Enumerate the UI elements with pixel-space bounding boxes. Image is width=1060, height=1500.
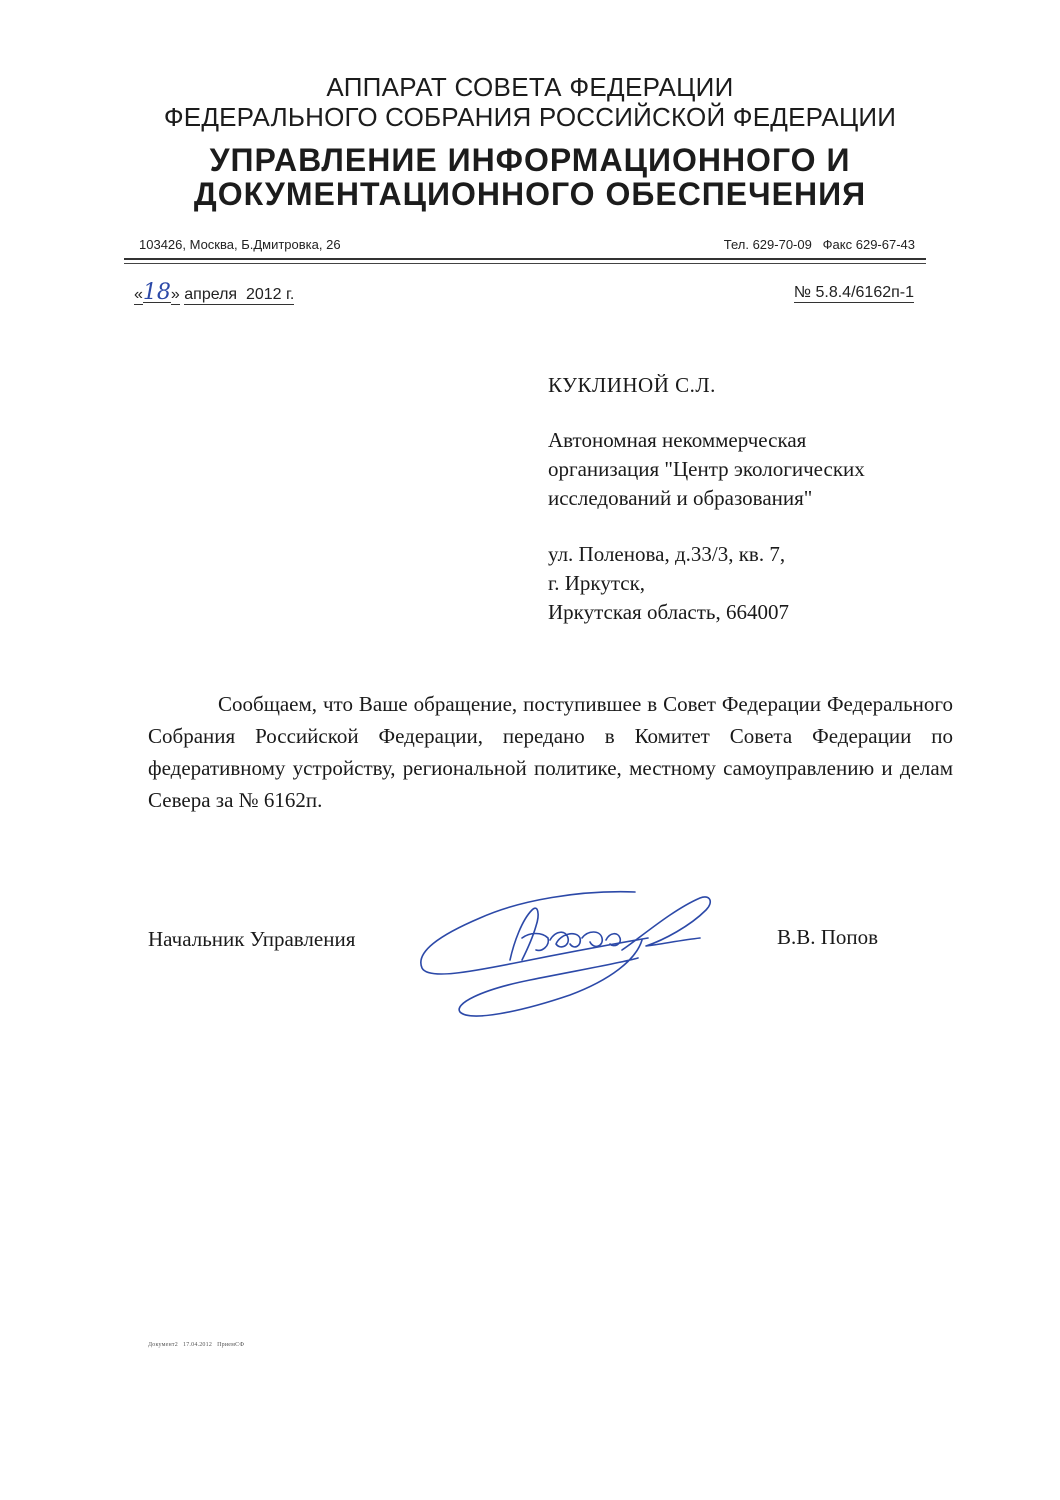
document-footer-note: Документ2 17.04.2012 ПриемСФ [148, 1342, 245, 1348]
addressee-org-line: организация "Центр экологических [548, 457, 865, 481]
letter-body-paragraph: Сообщаем, что Ваше обращение, поступившее в Совет Федерации Федерального Собрания Российской Федерации, передано в Комитет Совета Федерации по федеративному устройству, региональной политике, местному самоуправлению и делам Севера за № 6162п. [148, 692, 953, 812]
letter-date [134, 280, 295, 305]
department-name-line1: УПРАВЛЕНИЕ ИНФОРМАЦИОННОГО И [209, 142, 851, 178]
org-name-line2: ФЕДЕРАЛЬНОГО СОБРАНИЯ РОССИЙСКОЙ ФЕДЕРАЦИИ [163, 102, 897, 132]
addressee-org-line: исследований и образования" [548, 486, 813, 510]
addressee-organization [548, 426, 865, 513]
addressee-postal-line: ул. Поленова, д.33/3, кв. 7, [548, 542, 786, 566]
department-name-line2: ДОКУМЕНТАЦИОННОГО ОБЕСПЕЧЕНИЯ [193, 176, 867, 212]
sender-phone-fax: Тел. 629-70-09 Факс 629-67-43 [723, 237, 915, 252]
date-open-quote: « [134, 286, 143, 303]
handwritten-signature [410, 880, 720, 1030]
signatory-name: В.В. Попов [777, 925, 879, 949]
date-day-handwritten: 18 [142, 280, 171, 305]
org-name-line1: АППАРАТ СОВЕТА ФЕДЕРАЦИИ [326, 72, 734, 102]
addressee-postal-address [548, 540, 789, 627]
date-month-year: апреля 2012 г. [184, 286, 295, 303]
addressee-postal-line: Иркутская область, 664007 [548, 600, 789, 624]
letterhead-rule-thin [124, 263, 926, 264]
letterhead-rule-thick [124, 258, 926, 260]
sender-address: 103426, Москва, Б.Дмитровка, 26 [139, 237, 341, 252]
addressee-name: КУКЛИНОЙ С.Л. [548, 373, 716, 397]
addressee-org-line: Автономная некоммерческая [548, 428, 807, 452]
reference-number: № 5.8.4/6162п-1 [793, 284, 914, 301]
date-close-quote: » [170, 286, 180, 303]
signatory-title: Начальник Управления [148, 927, 356, 951]
addressee-postal-line: г. Иркутск, [548, 571, 646, 595]
